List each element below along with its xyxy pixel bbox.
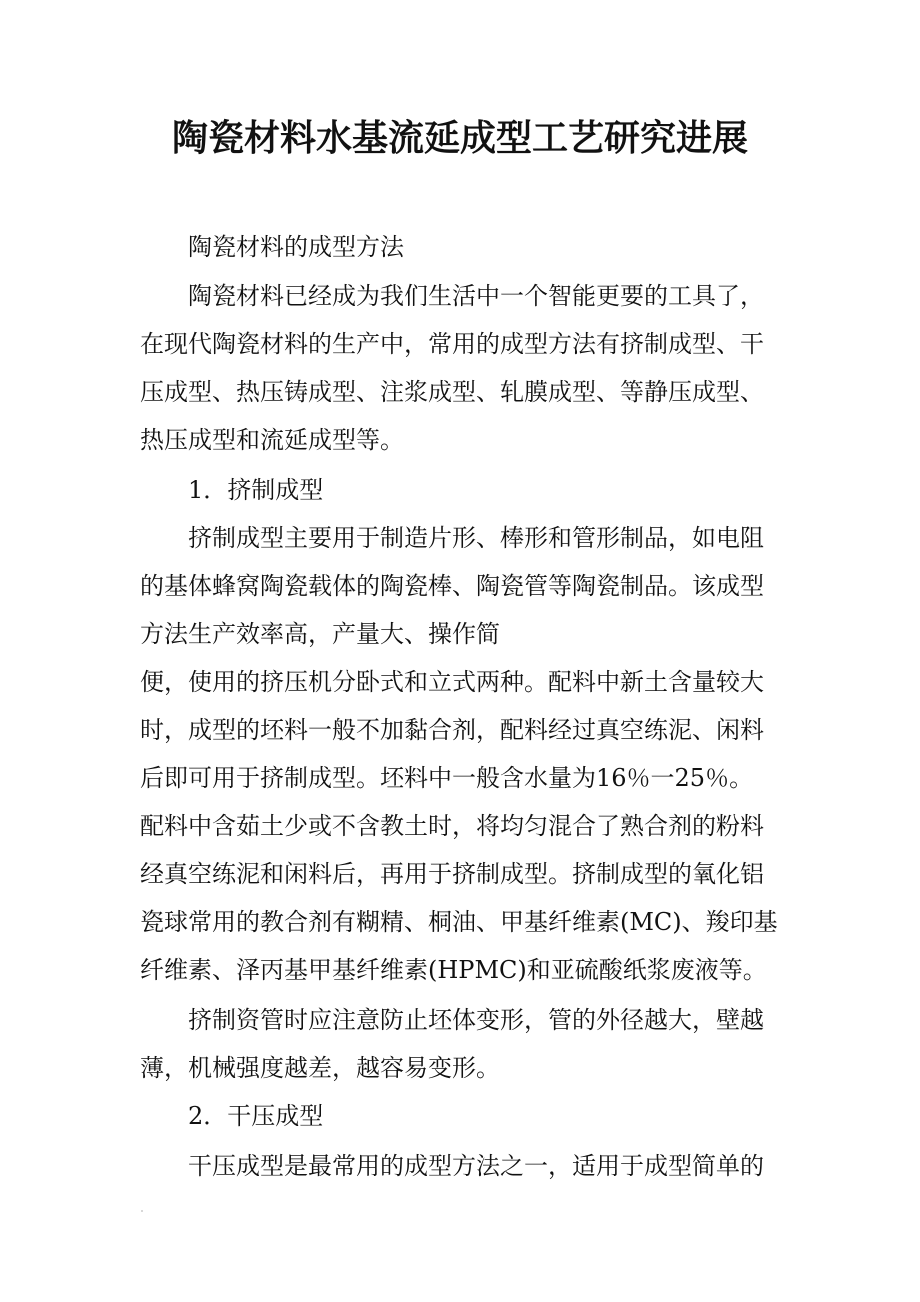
section-heading: 1．挤制成型 xyxy=(188,476,324,504)
paragraph-line: 后即可用于挤制成型。坯料中一般含水量为16％一25％。 xyxy=(140,764,754,792)
paragraph-line: 的基体蜂窝陶瓷载体的陶瓷棒、陶瓷管等陶瓷制品。该成型 xyxy=(140,572,764,600)
paragraph-line: 压成型、热压铸成型、注浆成型、轧膜成型、等静压成型、 xyxy=(140,378,764,406)
paragraph-line: 时，成型的坯料一般不加黏合剂，配料经过真空练泥、闲料 xyxy=(140,716,764,744)
paragraph-line: 干压成型是最常用的成型方法之一，适用于成型简单的 xyxy=(188,1152,764,1180)
paragraph-line: 薄，机械强度越差，越容易变形。 xyxy=(140,1054,500,1082)
paragraph-line: 纤维素、泽丙基甲基纤维素(HPMC)和亚硫酸纸浆废液等。 xyxy=(140,956,767,984)
document-title: 陶瓷材料水基流延成型工艺研究进展 xyxy=(171,117,748,159)
paragraph-line: 经真空练泥和闲料后，再用于挤制成型。挤制成型的氧化铝 xyxy=(140,860,764,888)
paragraph-line: 热压成型和流延成型等。 xyxy=(140,426,404,454)
paragraph-line: 配料中含茹土少或不含教土时，将均匀混合了熟合剂的粉料 xyxy=(140,812,764,840)
paragraph-line: 瓷球常用的教合剂有糊精、桐油、甲基纤维素(MC)、羧印基 xyxy=(140,908,778,936)
paragraph-line: 陶瓷材料已经成为我们生活中一个智能更要的工具了， xyxy=(188,282,764,310)
paragraph-line: 在现代陶瓷材料的生产中，常用的成型方法有挤制成型、干 xyxy=(140,330,764,358)
paragraph-line: 挤制成型主要用于制造片形、棒形和管形制品，如电阻 xyxy=(188,524,764,552)
section-heading: 2．干压成型 xyxy=(188,1102,324,1130)
paragraph-line: 便，使用的挤压机分卧式和立式两种。配料中新土含量较大 xyxy=(140,668,764,696)
section-heading: 陶瓷材料的成型方法 xyxy=(188,233,404,261)
paragraph-line: 方法生产效率高，产量大、操作简 xyxy=(140,620,500,648)
paragraph-line: 挤制资管时应注意防止坯体变形，管的外径越大，壁越 xyxy=(188,1006,764,1034)
page-speck-mark xyxy=(141,1210,143,1212)
